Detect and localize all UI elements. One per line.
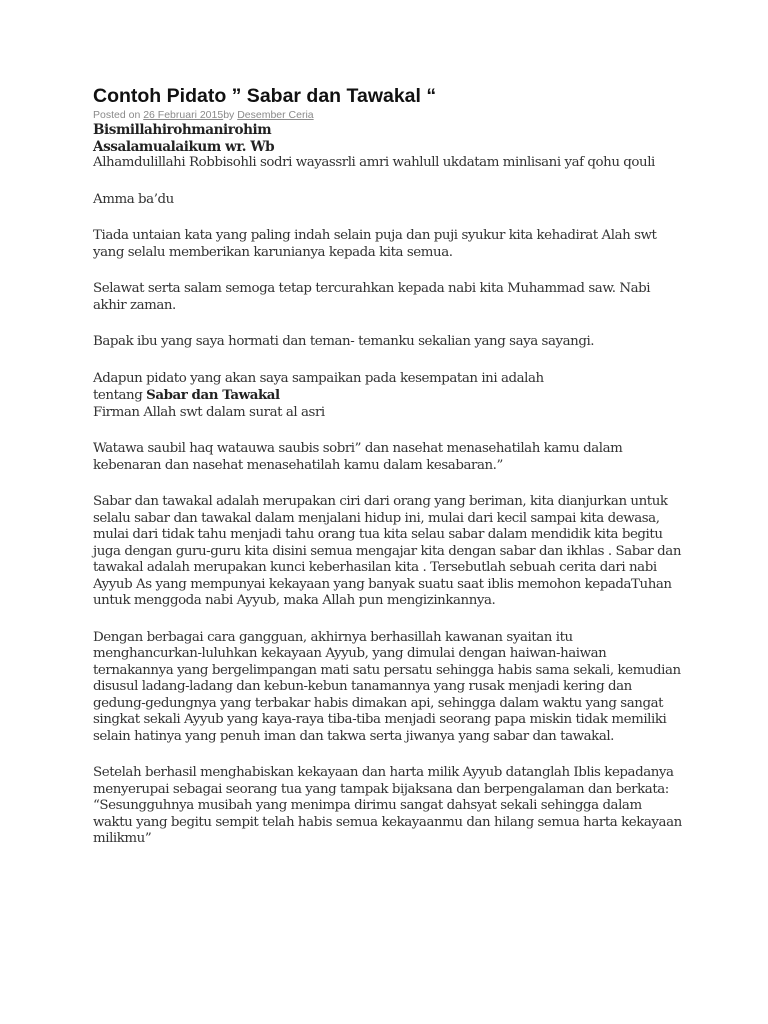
article-body — [93, 122, 683, 848]
paragraph-tiada: Tiada untaian kata yang paling indah selain puja dan puji syukur kita kehadirat Alah swt yang selalu memberikan karunianya kepada kita semua. — [93, 228, 657, 260]
paragraph-opening: Alhamdulillahi Robbisohli sodri wayassrli amri wahlull ukdatam minlisani yaf qohu qouli — [93, 155, 655, 170]
adapun-line-1: Adapun pidato yang akan saya sampaikan pada kesempatan ini adalah — [93, 370, 544, 386]
post-date-link[interactable]: 26 Februari 2015 — [143, 109, 224, 121]
paragraph-adapun — [93, 371, 683, 405]
greeting-bismillah: Bismillahirohmanirohim — [93, 122, 272, 138]
adapun-line-2: tentang — [93, 388, 147, 403]
author-link[interactable]: Desember Ceria — [237, 109, 314, 121]
article — [93, 84, 683, 868]
paragraph-setelah: Setelah berhasil menghabiskan kekayaan dan harta milik Ayyub datanglah Iblis kepadanya menyerupai sebagai seorang tua yang tampak bijaksana dan berpengalaman dan berkata: “Sesungguhnya musibah yang menimpa dirimu sangat dahsyat sekali sehingga dalam waktu yang begitu sempit telah habis semua kekayaanmu dan hilang semua harta kekayaan milikmu” — [93, 765, 682, 846]
paragraph-bapak: Bapak ibu yang saya hormati dan teman- temanku sekalian yang saya sayangi. — [93, 334, 595, 349]
post-meta — [93, 109, 683, 122]
paragraph-amma: Amma ba’du — [93, 191, 174, 207]
paragraph-dengan: Dengan berbagai cara gangguan, akhirnya berhasillah kawanan syaitan itu menghancurkan-luluhkan kekayaan Ayyub, yang dimulai dengan haiwan-haiwan ternakannya yang bergelimpangan mati satu persatu sehingga habis sama sekali, kemudian disusul ladang-ladang dan kebun-kebun tanamannya yang rusak menjadi kering dan gedung-gedungnya yang terbakar habis dimakan api, sehingga dalam waktu yang sangat singkat sekali Ayyub yang kaya-raya tiba-tiba menjadi seorang papa miskin tidak memiliki selain hatinya yang penuh iman dan takwa serta jiwanya yang sabar dan tawakal. — [93, 629, 681, 744]
paragraph-watawa: Watawa saubil haq watauwa saubis sobri” dan nasehat menasehatilah kamu dalam kebenaran dan nasehat menasehatilah kamu dalam kesabaran.” — [93, 441, 623, 473]
paragraph-sabar: Sabar dan tawakal adalah merupakan ciri dari orang yang beriman, kita dianjurkan untuk selalu sabar dan tawakal dalam menjalani hidup ini, mulai dari kecil sampai kita dewasa, mulai dari tidak tahu menjadi tahu orang tua kita selau sabar dalam mendidik kita begitu juga dengan guru-guru kita disini semua mengajar kita dengan sabar dan ikhlas . Sabar dan tawakal adalah merupakan kunci keberhasilan kita . Tersebutlah sebuah cerita dari nabi Ayyub As yang mempunyai kekayaan yang banyak suatu saat iblis memohon kepadaTuhan untuk menggoda nabi Ayyub, maka Allah pun mengizinkannya. — [93, 494, 682, 608]
paragraph-selawat: Selawat serta salam semoga tetap tercurahkan kepada nabi kita Muhammad saw. Nabi akhir zaman. — [93, 281, 651, 313]
paragraph-firman: Firman Allah swt dalam surat al asri — [93, 404, 325, 420]
posted-on-label: Posted on — [93, 109, 144, 121]
greeting-salam: Assalamualaikum wr. Wb — [93, 138, 275, 155]
by-label: by — [223, 109, 238, 121]
article-title: Contoh Pidato ” Sabar dan Tawakal “ — [93, 85, 437, 107]
speech-topic: Sabar dan Tawakal — [146, 387, 280, 403]
